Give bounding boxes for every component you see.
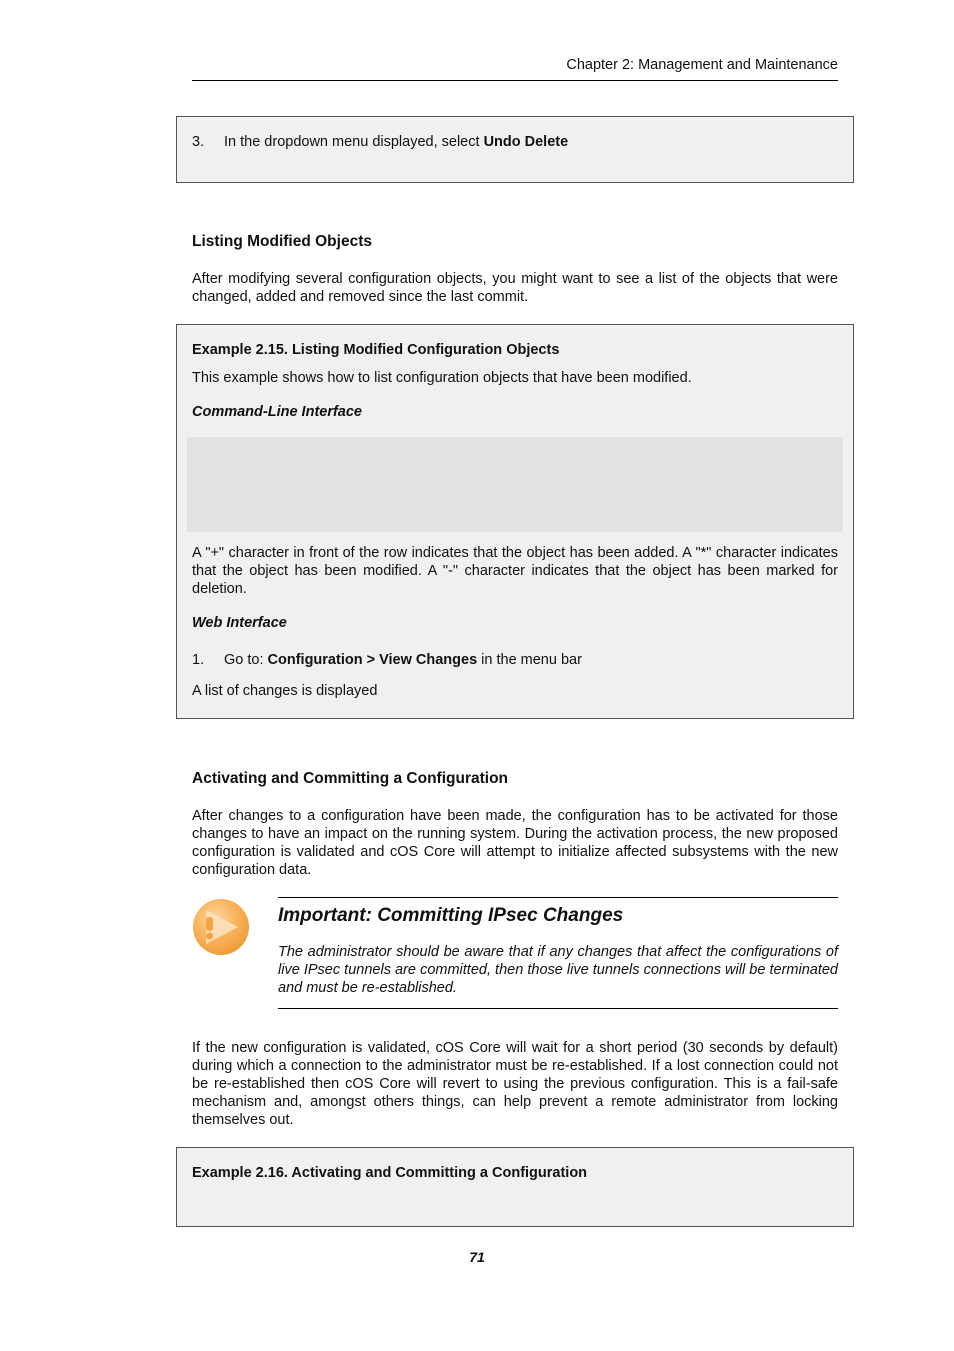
step-number: 1. [192, 652, 205, 668]
step-suffix: in the menu bar [477, 652, 582, 668]
important-top-rule [278, 897, 838, 898]
cli-code-block [187, 437, 843, 532]
step-prefix: Go to: [224, 652, 268, 668]
important-icon [192, 898, 250, 956]
important-body: The administrator should be aware that if any changes that affect the configurations of live IPsec tunnels are committed, then those live tunnels connections will be terminated and must be re-established. [278, 944, 838, 996]
example-2-15-explanation: A "+" character in front of the row indicates that the object has been added. A "*" character indicates that the object has been modified. A "-" character indicates that the object has been marked for deletion. [192, 545, 838, 597]
step-number: 3. [192, 134, 205, 150]
example-2-16-title: Example 2.16. Activating and Committing a Configuration [192, 1165, 588, 1181]
example-2-16-box [176, 1147, 854, 1227]
step-text-plain: In the dropdown menu displayed, select [224, 134, 484, 150]
example-2-15-title: Example 2.15. Listing Modified Configuration Objects [192, 342, 560, 358]
important-bottom-rule [278, 1008, 838, 1009]
step-text [224, 651, 582, 669]
page-number: 71 [469, 1249, 485, 1265]
section-title-listing: Listing Modified Objects [192, 233, 372, 250]
step-text [224, 133, 568, 151]
cli-heading: Command-Line Interface [192, 404, 362, 420]
step-text-bold: Undo Delete [483, 134, 569, 150]
section-title-activating: Activating and Committing a Configuration [192, 770, 509, 787]
step-menu-path: Configuration > View Changes [267, 652, 478, 668]
chapter-header: Chapter 2: Management and Maintenance [566, 57, 838, 73]
activating-intro: After changes to a configuration have been made, the configuration has to be activated for those changes to have an impact on the running system. During the activation process, the new proposed configuration is validated and cOS Core will attempt to initialize affected subsystems with the new configuration data. [192, 808, 838, 878]
example-2-15-description: This example shows how to list configuration objects that have been modified. [192, 370, 692, 386]
validated-paragraph: If the new configuration is validated, cOS Core will wait for a short period (30 seconds by default) during which a connection to the administrator must be re-established. If a lost connection could not be re-established then cOS Core will revert to using the previous configuration. This is a fail-safe mechanism and, amongst others things, can help prevent a remote administrator from locking themselves out. [192, 1040, 838, 1128]
important-title: Important: Committing IPsec Changes [278, 905, 624, 926]
header-rule [192, 80, 838, 81]
listing-intro: After modifying several configuration objects, you might want to see a list of the objects that were changed, added and removed since the last commit. [192, 271, 838, 305]
web-heading: Web Interface [192, 615, 287, 631]
example-2-15-result: A list of changes is displayed [192, 683, 378, 699]
